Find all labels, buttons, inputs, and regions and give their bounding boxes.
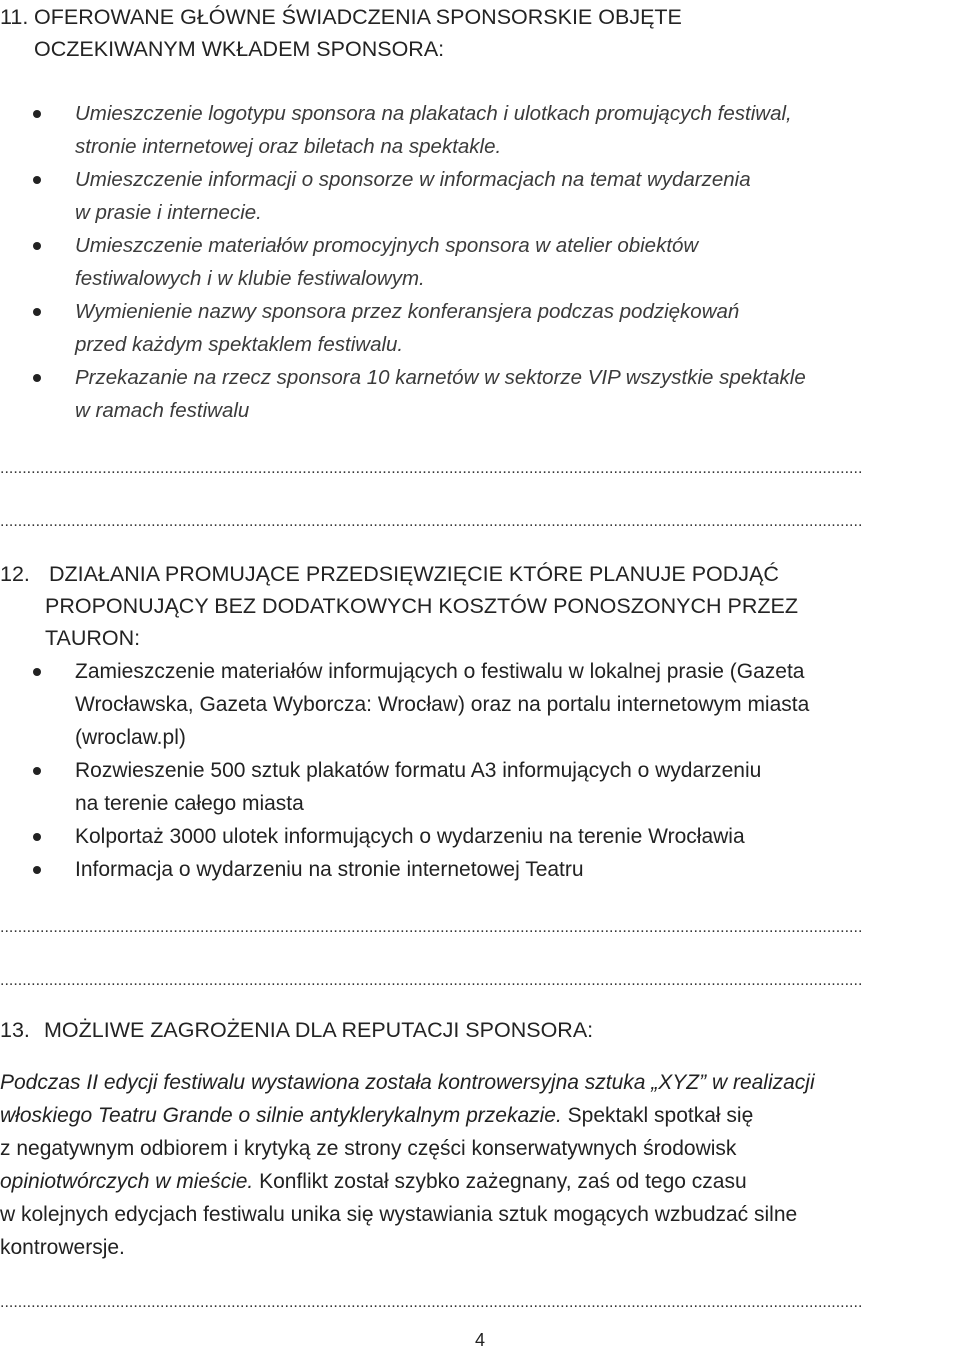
dotted-fill-line: .................................................................................................................................................................................................. <box>0 1296 863 1310</box>
dotted-fill-line: .................................................................................................................................................................................................. <box>0 921 863 935</box>
bullet-icon <box>33 110 41 118</box>
section-13-paragraph: Podczas II edycji festiwalu wystawiona została kontrowersyjna sztuka „XYZ” w realizacji włoskiego Teatru Grande o silnie antyklerykalnym przekazie. Spektakl spotkał się z negatywnym odbiorem i krytyką ze strony części konserwatywnych środowisk opiniotwórczych w mieście. Konflikt został szybko zażegnany, zaś od tego czasu w kolejnych edycjach festiwalu unika się wystawiania sztuk mogących wzbudzać silne kontrowersje. <box>0 1071 815 1259</box>
section-12-heading-continued <box>45 590 960 622</box>
section-title-line: TAURON: <box>45 626 141 650</box>
list-item: Przekazanie na rzecz sponsora 10 karnetów w sektorze VIP wszystkie spektakle w ramach festiwalu <box>0 361 960 427</box>
section-11-list <box>0 97 960 427</box>
bullet-icon <box>33 242 41 250</box>
bullet-icon <box>33 767 41 775</box>
dotted-fill-line: .................................................................................................................................................................................................. <box>0 462 863 476</box>
list-item: Umieszczenie logotypu sponsora na plakatach i ulotkach promujących festiwal, stronie internetowej oraz biletach na spektakle. <box>0 97 960 163</box>
list-item: Wymienienie nazwy sponsora przez konferansjera podczas podziękowań przed każdym spektaklem festiwalu. <box>0 295 960 361</box>
section-13-heading <box>0 1014 960 1046</box>
section-12-list <box>0 655 960 886</box>
section-title-line: DZIAŁANIA PROMUJĄCE PRZEDSIĘWZIĘCIE KTÓRE PLANUJE PODJĄĆ <box>49 562 779 586</box>
bullet-icon <box>33 668 41 676</box>
list-item: Umieszczenie materiałów promocyjnych sponsora w atelier obiektów festiwalowych i w klubie festiwalowym. <box>0 229 960 295</box>
dotted-fill-line: .................................................................................................................................................................................................. <box>0 515 863 529</box>
list-item: Rozwieszenie 500 sztuk plakatów formatu A3 informujących o wydarzeniu na terenie całego miasta <box>0 754 960 820</box>
bullet-icon <box>33 308 41 316</box>
page-number: 4 <box>474 1330 485 1350</box>
section-title-line: OFEROWANE GŁÓWNE ŚWIADCZENIA SPONSORSKIE OBJĘTE <box>34 5 682 29</box>
section-11-heading-continued <box>34 33 960 65</box>
section-11-heading <box>0 1 960 33</box>
dotted-fill-line: .................................................................................................................................................................................................. <box>0 974 863 988</box>
section-12-heading-continued <box>45 622 960 654</box>
bullet-icon <box>33 833 41 841</box>
bullet-icon <box>33 374 41 382</box>
bullet-icon <box>33 176 41 184</box>
list-item: Kolportaż 3000 ulotek informujących o wydarzeniu na terenie Wrocławia <box>0 820 960 853</box>
bullet-icon <box>33 866 41 874</box>
section-12-heading <box>0 558 960 590</box>
section-number: 13. <box>0 1018 30 1042</box>
list-item: Zamieszczenie materiałów informujących o festiwalu w lokalnej prasie (Gazeta Wrocławska, Gazeta Wyborcza: Wrocław) oraz na portalu internetowym miasta (wroclaw.pl) <box>0 655 960 754</box>
section-number: 11. <box>0 5 29 29</box>
list-item: Informacja o wydarzeniu na stronie internetowej Teatru <box>0 853 960 886</box>
list-item: Umieszczenie informacji o sponsorze w informacjach na temat wydarzenia w prasie i internecie. <box>0 163 960 229</box>
section-title-line: OCZEKIWANYM WKŁADEM SPONSORA: <box>34 37 445 61</box>
section-title-line: PROPONUJĄCY BEZ DODATKOWYCH KOSZTÓW PONOSZONYCH PRZEZ <box>45 594 798 618</box>
section-title-line: MOŻLIWE ZAGROŻENIA DLA REPUTACJI SPONSORA: <box>44 1018 594 1042</box>
section-number: 12. <box>0 562 30 586</box>
